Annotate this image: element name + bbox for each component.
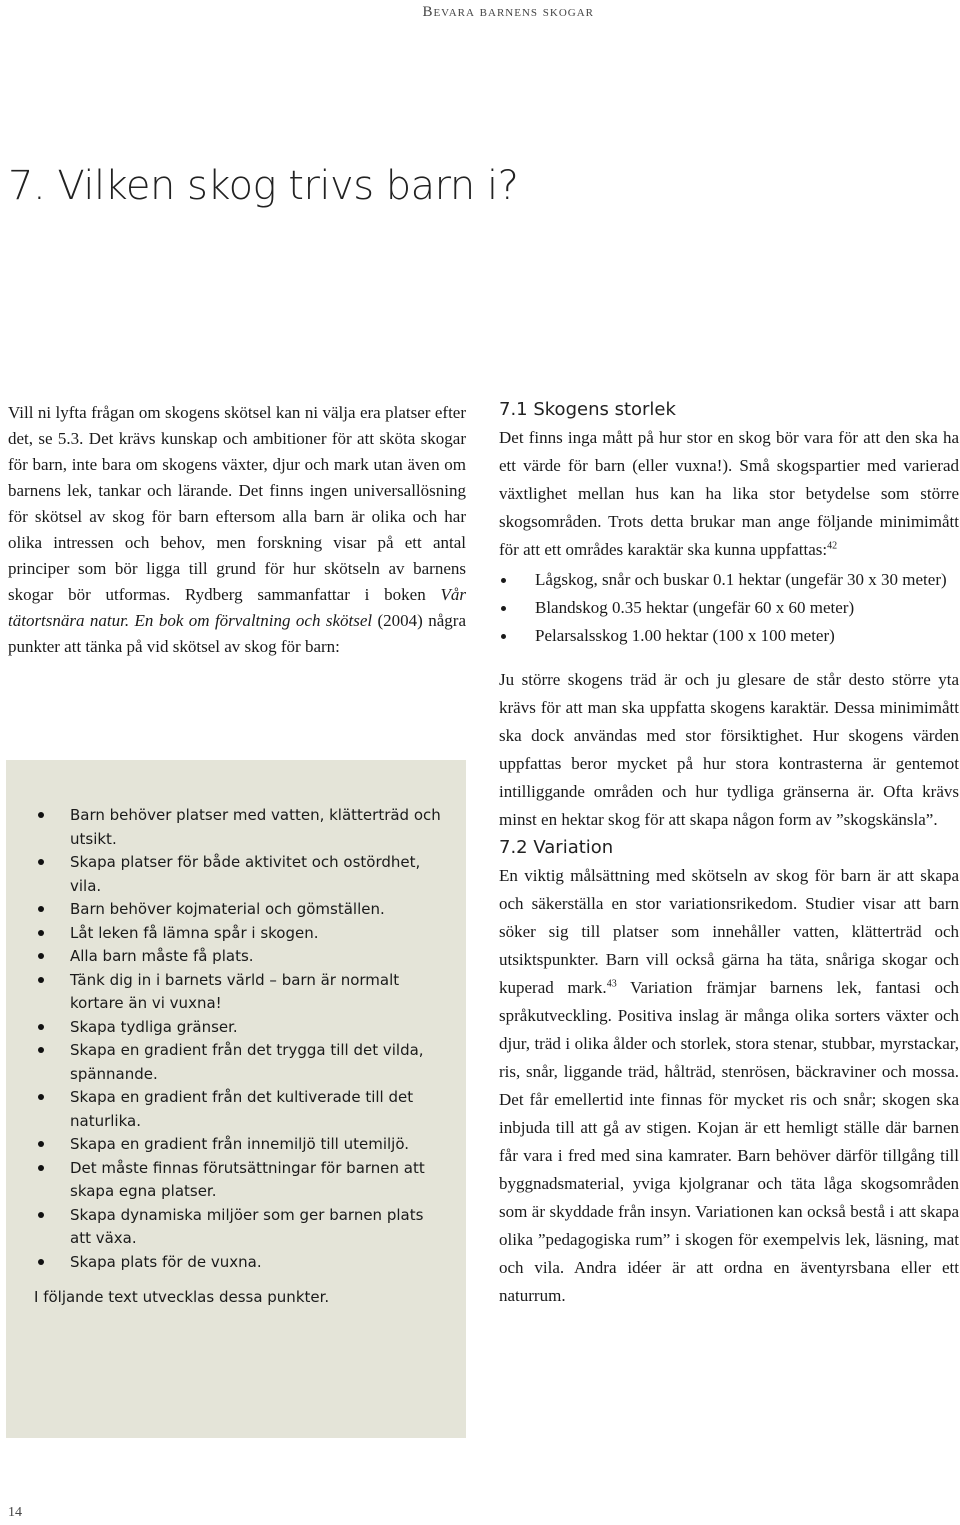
list-item: Tänk dig in i barnets värld – barn är normalt kortare än vi vuxna! [34,969,446,1016]
list-item: Skapa platser för både aktivitet och ostördhet, vila. [34,851,446,898]
list-item: Skapa tydliga gränser. [34,1016,446,1040]
footnote-ref: 42 [827,540,838,552]
list-item: Blandskog 0.35 hektar (ungefär 60 x 60 meter) [499,594,959,622]
intro-book-title-1: Vår tätortsnära natur. [8,585,466,630]
section-7-1-paragraph-1 [499,424,959,564]
list-item: Barn behöver platser med vatten, klätterträd och utsikt. [34,804,446,851]
recommendations-list [34,804,446,1274]
page-number: 14 [8,1505,22,1520]
intro-text-1: Vill ni lyfta frågan om skogens skötsel kan ni välja era platser efter det, se 5.3. Det krävs kunskap och ambitioner för att sköta skogar för barn, inte bara om skogens växter, djur och mark utan även om barnens lek, tankar och lärande. Det finns ingen universallösning för skötsel av skog för barn eftersom alla barn är olika och har olika intressen och behov, men forskning visar på ett antal principer som bör ligga till grund för hur skötseln av barnens skogar bör utformas. Rydberg sammanfattar i boken [8,403,466,604]
intro-text-3: (2004) några punkter att tänka på vid skötsel av skog för barn: [8,611,467,656]
list-item: Alla barn måste få plats. [34,945,446,969]
section-heading-7-2: 7.2 Variation [499,837,614,858]
list-item: Lågskog, snår och buskar 0.1 hektar (ungefär 30 x 30 meter) [499,566,959,594]
intro-paragraph [8,400,466,660]
size-list [499,566,959,650]
recommendations-box [6,760,466,1438]
section-7-2-text-b: Variation främjar barnens lek, fantasi och språkutveckling. Positiva inslag är många olika sorters växter och djur, träd i olika ålder och storlek, stora stenar, stubbar, myrstackar, ris, snår, liggande träd, hålträd, stenrösen, bäckraviner och mossa. Det får emellertid inte finnas för mycket ris och snår; skogen ska inbjuda till att gå av stigen. Kojan är ett hemligt ställe där barnen får vara i fred med sina kamrater. Barn behöver därför tillgång till byggnadsmaterial, yviga kjolgranar och täta låga skogsområden som är skyddade från insyn. Variationen kan också bestå i att skapa olika ”pedagogiska rum” i skogen för exempelvis lek, läsning, mat och vila. Andra idéer är att ordna en äventyrsbana eller ett naturrum. [499,978,959,1305]
list-item: Pelarsalsskog 1.00 hektar (100 x 100 meter) [499,622,959,650]
list-item: Skapa en gradient från innemiljö till utemiljö. [34,1133,446,1157]
section-7-2-text-a: En viktig målsättning med skötseln av skog för barn är att skapa och säkerställa en stor variationsrikedom. Studier visar att barn söker sig till platser som innehåller vatten, klätterträd och utsiktspunkter. Barn vill också gärna ha täta, snåriga skogar och kuperad mark. [499,866,959,997]
list-item: Det måste finnas förutsättningar för barnen att skapa egna platser. [34,1157,446,1204]
list-item: Skapa en gradient från det trygga till det vilda, spännande. [34,1039,446,1086]
list-item: Skapa plats för de vuxna. [34,1251,446,1275]
intro-book-title-2: En bok om förvaltning och skötsel [134,611,373,630]
box-outro: I följande text utvecklas dessa punkter. [34,1288,330,1306]
list-item: Låt leken få lämna spår i skogen. [34,922,446,946]
list-item: Skapa en gradient från det kultiverade till det naturlika. [34,1086,446,1133]
list-item: Skapa dynamiska miljöer som ger barnen plats att växa. [34,1204,446,1251]
section-7-1-text: Det finns inga mått på hur stor en skog bör vara för att den ska ha ett värde för barn (eller vuxna!). Små skogspartier med varierad växtlighet mellan hus kan ha lika stor betydelse som större skogsområden. Trots detta brukar man ange följande minimimått för att ett områdes karaktär ska kunna uppfattas: [499,428,959,559]
running-head: Bevara barnens skogar [422,4,594,20]
section-7-2-paragraph [499,862,959,1310]
footnote-ref: 43 [606,978,617,990]
chapter-title: 7. Vilken skog trivs barn i? [8,163,519,209]
right-column [499,396,959,1310]
section-heading-7-1: 7.1 Skogens storlek [499,399,676,420]
list-item: Barn behöver kojmaterial och gömställen. [34,898,446,922]
section-7-1-paragraph-2: Ju större skogens träd är och ju glesare de står desto större yta krävs för att man ska uppfatta skogens karaktär. Dessa minimimått ska dock användas med stor försiktighet. Hur skogens värden uppfattas beror mycket på hur stora kontrasterna är gentemot intilliggande områden och hur tydliga gränserna är. Ofta krävs minst en hektar skog för att skapa någon form av ”skogskänsla”. [499,670,959,829]
